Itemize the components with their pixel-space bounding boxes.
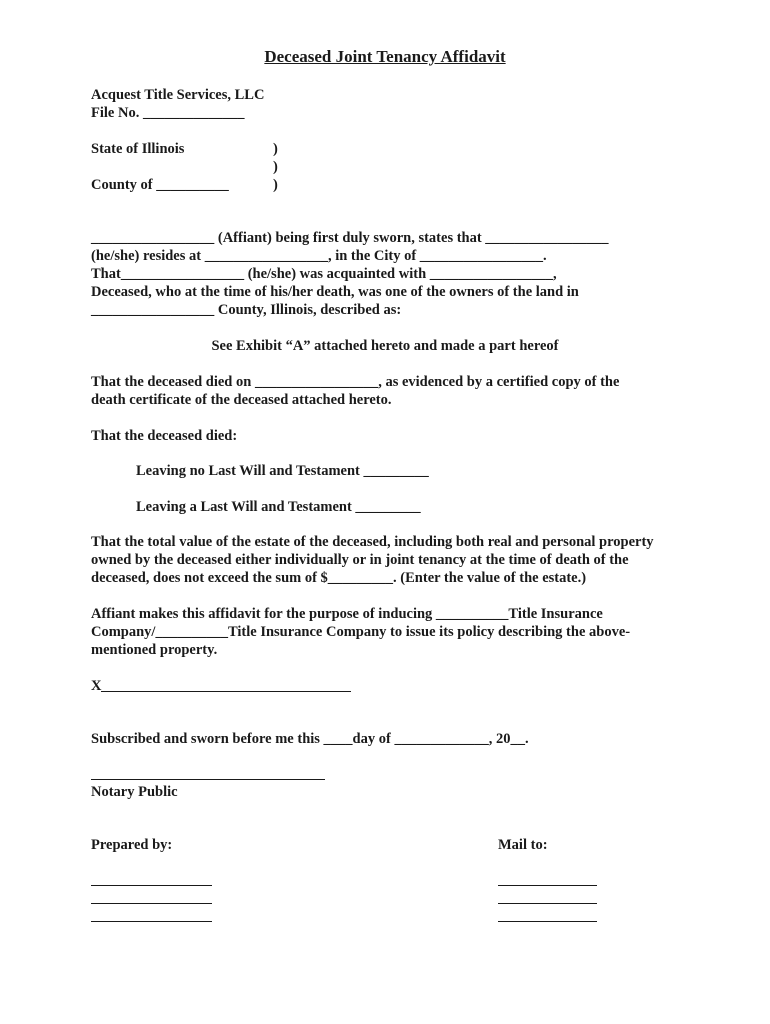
- death-date-line: death certificate of the deceased attached hereto.: [91, 392, 392, 408]
- will-option-with-will[interactable]: Leaving a Last Will and Testament _________: [136, 499, 421, 515]
- prepared-by-line[interactable]: [91, 921, 212, 922]
- affiant-signature-mark: X: [91, 678, 102, 694]
- exhibit-reference: See Exhibit “A” attached hereto and made a part hereof: [211, 338, 559, 354]
- venue-state: State of Illinois: [91, 141, 185, 157]
- file-number-field[interactable]: File No. ______________: [91, 105, 245, 121]
- prepared-by-label: Prepared by:: [91, 837, 173, 853]
- death-date-line[interactable]: That the deceased died on _________________, as evidenced by a certified copy of the: [91, 374, 620, 390]
- intro-line[interactable]: _________________ (Affiant) being first duly sworn, states that _________________: [91, 230, 609, 246]
- venue-bracket: ): [273, 177, 278, 193]
- prepared-by-line[interactable]: [91, 903, 212, 904]
- notary-label: Notary Public: [91, 784, 178, 800]
- intro-line[interactable]: _________________ County, Illinois, described as:: [91, 302, 402, 318]
- mail-to-line[interactable]: [498, 885, 597, 886]
- mail-to-label: Mail to:: [498, 837, 548, 853]
- purpose-line[interactable]: Affiant makes this affidavit for the purpose of inducing __________Title Insurance: [91, 606, 603, 622]
- venue-county-field[interactable]: County of __________: [91, 177, 229, 193]
- mail-to-line[interactable]: [498, 903, 597, 904]
- intro-line: Deceased, who at the time of his/her death, was one of the owners of the land in: [91, 284, 579, 300]
- venue-bracket: ): [273, 141, 278, 157]
- estate-value-line: owned by the deceased either individually or in joint tenancy at the time of death of the: [91, 552, 629, 568]
- intro-line[interactable]: (he/she) resides at _________________, in the City of _________________.: [91, 248, 547, 264]
- died-heading: That the deceased died:: [91, 428, 238, 444]
- purpose-line: mentioned property.: [91, 642, 218, 658]
- venue-bracket: ): [273, 159, 278, 175]
- purpose-line[interactable]: Company/__________Title Insurance Company to issue its policy describing the above-: [91, 624, 631, 640]
- company-name: Acquest Title Services, LLC: [91, 87, 265, 103]
- affiant-signature-line[interactable]: [101, 691, 351, 692]
- document-title: Deceased Joint Tenancy Affidavit: [264, 47, 506, 66]
- notary-signature-line[interactable]: [91, 779, 325, 780]
- estate-value-line: That the total value of the estate of the deceased, including both real and personal property: [91, 534, 654, 550]
- mail-to-line[interactable]: [498, 921, 597, 922]
- will-option-no-will[interactable]: Leaving no Last Will and Testament _________: [136, 463, 429, 479]
- prepared-by-line[interactable]: [91, 885, 212, 886]
- sworn-statement[interactable]: Subscribed and sworn before me this ____day of _____________, 20__.: [91, 731, 529, 747]
- estate-value-line[interactable]: deceased, does not exceed the sum of $_________. (Enter the value of the estate.): [91, 570, 587, 586]
- intro-line[interactable]: That_________________ (he/she) was acquainted with _________________,: [91, 266, 557, 282]
